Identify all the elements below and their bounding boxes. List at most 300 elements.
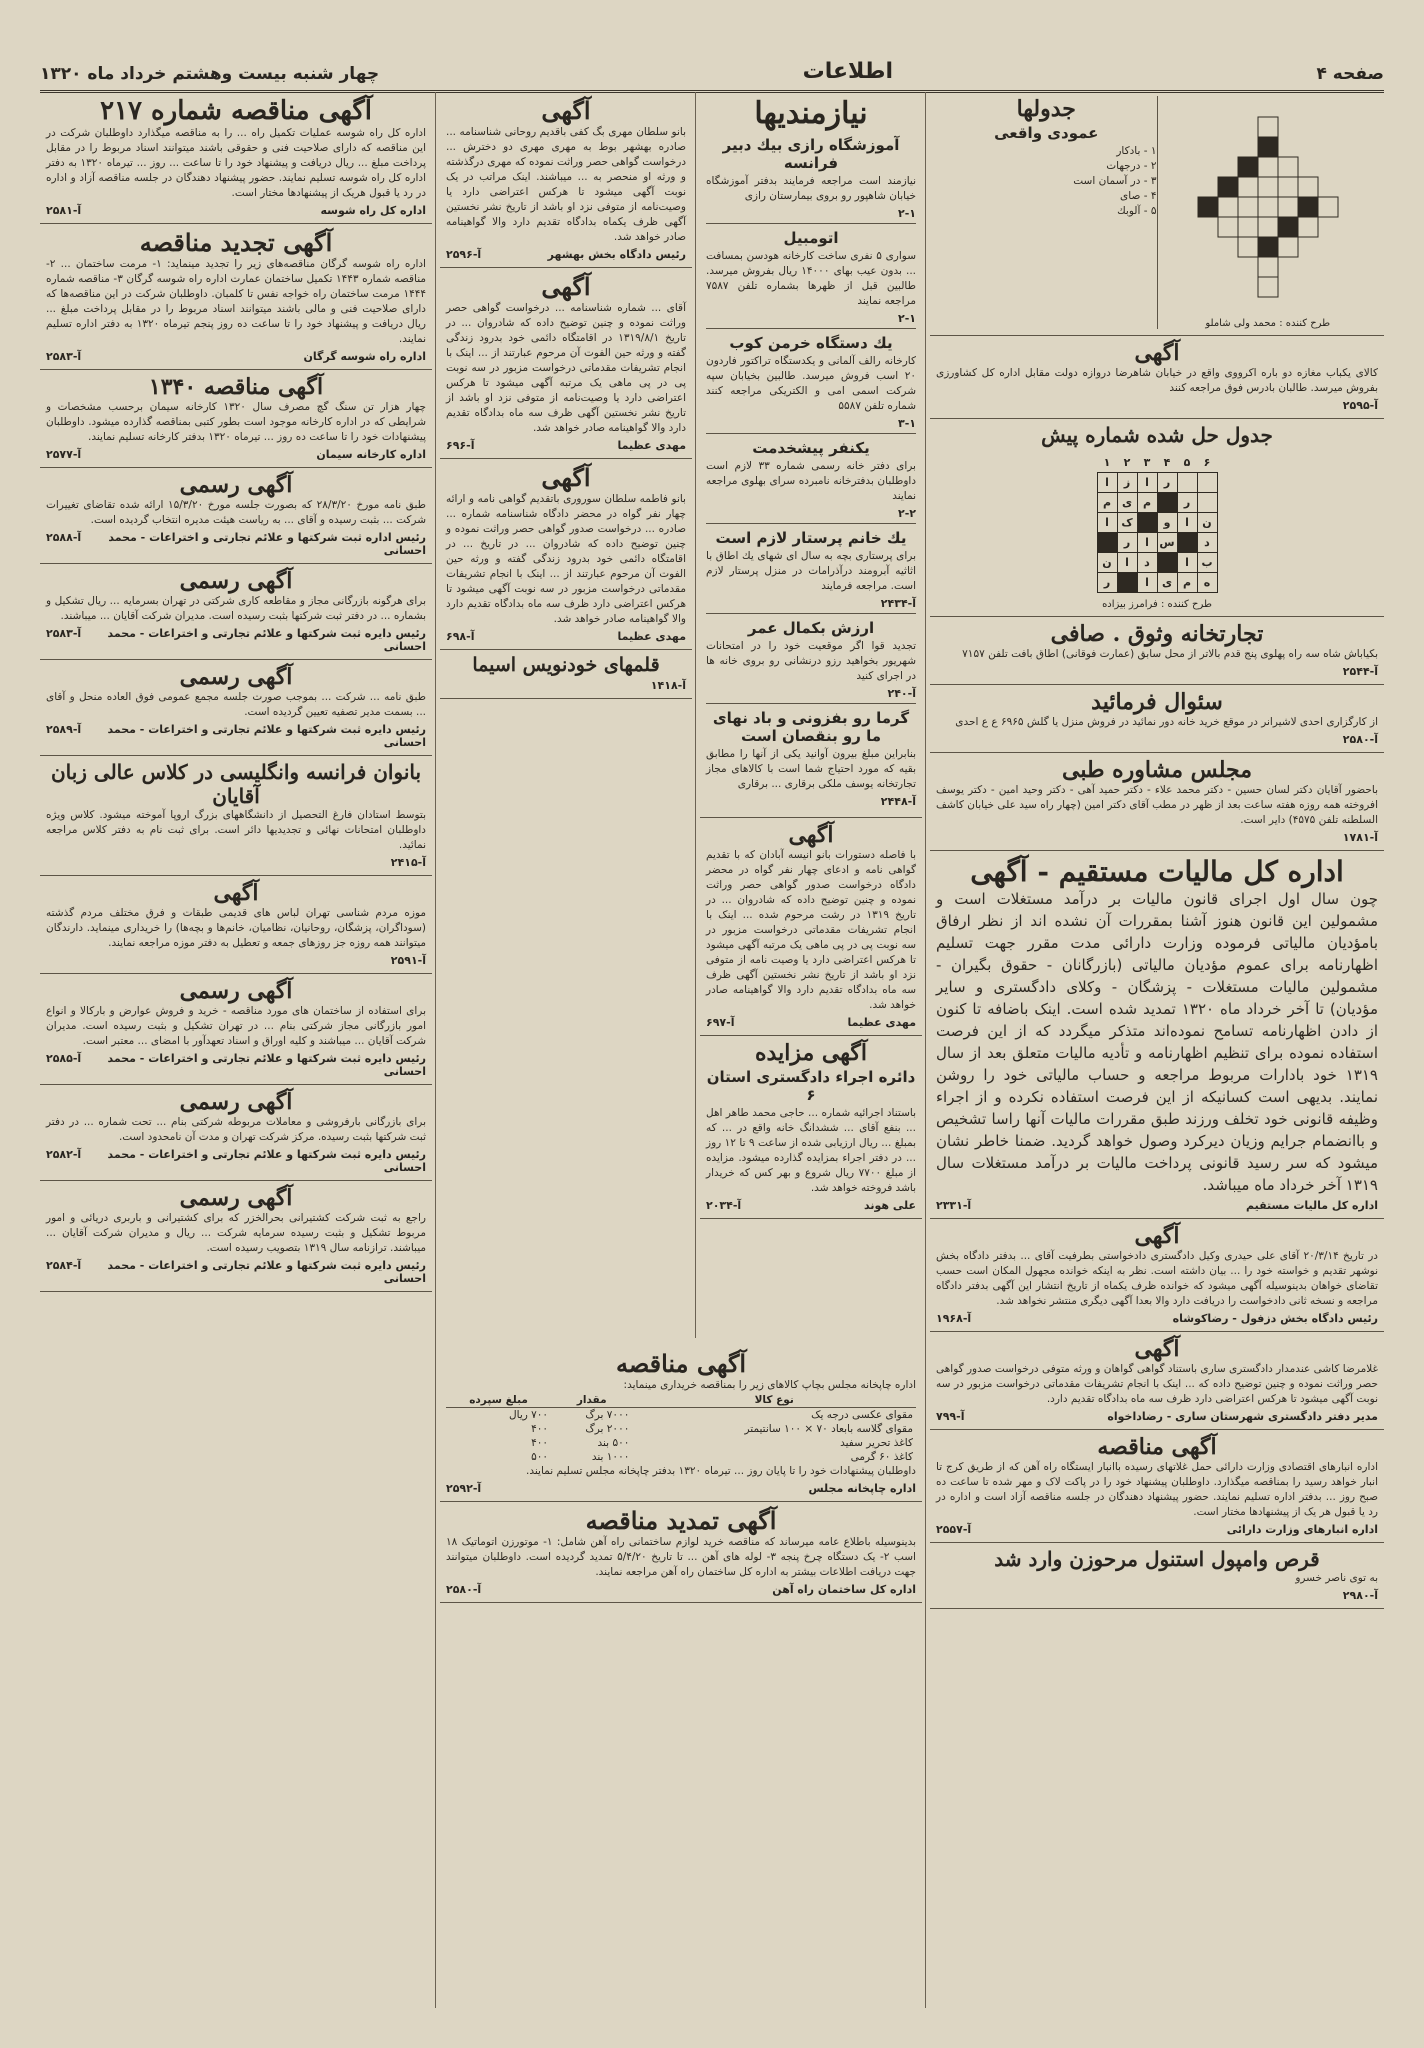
tender-extension-title: آگهی تمدید مناقصه <box>585 1506 777 1535</box>
notice-footer <box>936 1589 1378 1602</box>
crossword-diamond-grid <box>1163 102 1373 312</box>
letter-cell <box>1197 493 1217 513</box>
crossword-cell <box>1298 197 1318 217</box>
crossword-cell <box>1298 217 1318 237</box>
grid-column-number: ۶ <box>1203 456 1211 469</box>
notice-block <box>40 468 432 564</box>
crossword-cell <box>1238 237 1258 257</box>
notice-footer <box>446 1583 916 1596</box>
solved-crossword <box>930 419 1384 617</box>
notice-signature: اداره انبارهای وزارت دارائی <box>1226 1523 1378 1536</box>
notice-title: آگهی رسمی <box>179 568 293 594</box>
table-cell: ۱۰۰۰ بند <box>591 1451 630 1463</box>
notice-signature: رئیس دادگاه بخش دزفول - رضاکوشاه <box>1172 1312 1378 1325</box>
column-right <box>930 92 1384 2008</box>
notice-reference: آ-۱۷۸۱ <box>1342 831 1378 844</box>
letter-cell: ا <box>1097 473 1117 493</box>
notice-title: آگهی <box>1134 1223 1180 1249</box>
notice-reference: آ-۱۴۱۸ <box>650 679 686 692</box>
letter-cell <box>1197 473 1217 493</box>
solved-crossword-title: جدول حل شده شماره پیش <box>1041 423 1273 447</box>
letter-cell: ز <box>1117 473 1137 493</box>
notice-block <box>40 660 432 756</box>
table-header: مبلغ سپرده <box>446 1393 551 1408</box>
table-header: نوع کالا <box>632 1393 916 1408</box>
notice-signature: رئیس دایره ثبت شرکتها و علائم تجارتی و اختراعات - محمد احسانی <box>107 1148 426 1174</box>
letter-cell: م <box>1177 573 1197 593</box>
black-cell <box>1157 493 1177 513</box>
notice-signature: مهدی عظیما <box>617 439 686 452</box>
notice-footer <box>936 1199 1378 1212</box>
crossword-cell <box>1278 157 1298 177</box>
notice-signature: اداره کارخانه سیمان <box>316 448 426 461</box>
crossword-cell <box>1258 237 1278 257</box>
letter-cell: ر <box>1157 473 1177 493</box>
notice-block <box>930 1219 1384 1332</box>
notice-reference: آ-۶۹۷ <box>706 1016 735 1029</box>
crossword-cell <box>1258 277 1278 297</box>
letter-cell: ی <box>1117 493 1137 513</box>
notice-reference: آ-۱۹۶۸ <box>936 1312 972 1325</box>
notice-title: آگهی رسمی <box>179 472 293 498</box>
notice-body: طبق نامه ... شرکت ... بموجب صورت جلسه مجمع عمومی فوق العاده منحل و آقای ... بسمت مدیر تصفیه تعیین گردیده است. <box>46 691 426 718</box>
notice-signature: اداره کل مالیات مستقیم <box>1246 1199 1378 1212</box>
classified-heading: اتومبیل <box>783 229 839 247</box>
letter-cell: ی <box>1157 573 1177 593</box>
letter-cell: ن <box>1097 553 1117 573</box>
clues-heading: عمودی واقعی <box>994 124 1099 142</box>
notice-body: باحضور آقایان دکتر لسان حسین - دکتر محمد علاء - دکتر حمید آهی - دکتر وحید امین - دکتر یوسف افروخته همه روزه هفته ساعت بعد از ظهر در مطب آقای دکتر امین (چهار راه سید علی خیابان کاشف السلطنه تلفن ۴۵۷۵) دایر است. <box>936 784 1378 826</box>
notice-reference: آ-۲۰۳۴ <box>706 1199 742 1212</box>
notice-block <box>40 876 432 974</box>
notice-footer <box>446 439 686 452</box>
crossword-cell <box>1258 217 1278 237</box>
notice-reference: آ-۲۵۹۶ <box>446 248 482 261</box>
classified-heading: گرما رو بفزونی و باد نهای ما رو بنقصان است <box>712 709 910 745</box>
letter-cell: ا <box>1137 533 1157 553</box>
notice-subtitle: دائره اجراء دادگستری استان ۶ <box>706 1068 916 1104</box>
classified-ref: ۲-۱ <box>898 312 916 325</box>
table-cell: ۲۰۰۰ برگ <box>585 1423 630 1435</box>
crossword-cell <box>1218 197 1238 217</box>
table-cell: کاغذ ۶۰ گرمی <box>850 1451 913 1463</box>
notice-footer <box>936 399 1378 412</box>
notice-reference: آ-۲۵۹۱ <box>390 954 426 967</box>
notice-signature: رئیس دایره ثبت شرکتها و علائم تجارتی و اختراعات - محمد احسانی <box>107 723 426 749</box>
table-cell: ۵۰۰ بند <box>597 1437 630 1449</box>
tender-items-table <box>446 1393 916 1464</box>
crossword-cell <box>1318 197 1338 217</box>
classified-heading: یك خانم پرستار لازم است <box>715 529 907 547</box>
notice-signature: رئیس دایره ثبت شرکتها و علائم تجارتی و اختراعات - محمد احسانی <box>107 627 426 653</box>
notice-title: آگهی تجدید مناقصه <box>139 228 333 257</box>
notice-reference: آ-۲۵۸۵ <box>46 1052 82 1065</box>
black-cell <box>1117 573 1137 593</box>
notice-reference: آ-۲۵۹۵ <box>1342 399 1378 412</box>
notice-block <box>700 818 922 1036</box>
notice-block <box>930 851 1384 1219</box>
notice-block <box>930 1430 1384 1543</box>
column-center-right <box>700 92 922 1338</box>
notice-title: آگهی مناقصه ۱۳۴۰ <box>148 374 324 400</box>
notice-footer <box>46 531 426 557</box>
notice-body: برای استفاده از ساختمان های مورد مناقصه - خرید و فروش عوارض و بارکالا و انواع امور بازرگانی مجاز شرکتی بنام ... در تهران تشکیل و بثبت رسیده است. مدیران شرکت آقایان ... میباشند و کلیه اوراق و اسناد تعهدآور با امضای ... معتبر است. <box>46 1005 426 1047</box>
notice-reference: آ-۲۵۹۲ <box>446 1482 482 1495</box>
column-center-left <box>440 92 692 1338</box>
notice-reference: آ-۶۹۶ <box>446 439 475 452</box>
notice-signature: اداره چاپخانه مجلس <box>808 1482 916 1495</box>
notice-body: بکیاباش شاه سه راه پهلوی پنج قدم بالاتر از محل سابق (عمارت فوقانی) اطاق بافت تلفن ۷۱۵۷ <box>962 648 1378 660</box>
notice-title: آگهی رسمی <box>179 1089 293 1115</box>
classified-ad <box>706 523 916 613</box>
notice-block <box>440 459 692 650</box>
column-center-bottom <box>440 1345 922 2008</box>
classified-ref: ۳-۱ <box>898 417 916 430</box>
notice-block <box>930 685 1384 753</box>
tender-extension-notice <box>440 1502 922 1603</box>
letter-cell: ب <box>1197 553 1217 573</box>
notice-block <box>40 370 432 468</box>
letter-cell: م <box>1137 493 1157 513</box>
column-left <box>40 92 432 2008</box>
notice-footer <box>446 630 686 643</box>
letter-cell: ا <box>1177 553 1197 573</box>
table-header: مقدار <box>551 1393 632 1408</box>
table-cell: ۵۰۰ <box>531 1451 549 1463</box>
crossword-credit: طرح کننده : محمد ولی شاملو <box>1205 318 1331 329</box>
notice-title: آگهی <box>1134 1336 1180 1362</box>
table-row <box>446 1422 916 1436</box>
notice-body: با فاصله دستورات بانو انیسه آبادان که با تقدیم گواهی نامه و ادعای چهار نفر گواه در محضر دادگاه درخواست صدور گواهی حصر وراثت نموده و چنین توضیح داده که شادروان ... در تاریخ ۱۳۱۹ در رشت مرحوم شده ... اینک با انجام تشریفات مقدماتی درخواست مزبور در سه نوبت پی در پی ماهی یک مرتبه آگهی میشود تا هرکس اعتراضی دارد یا وصیت نامه از متوفی نزد او باشد از تاریخ نشر نخستین آگهی ظرف سه ماه بدادگاه تقدیم دارد والا گواهینامه صادر خواهد شد. <box>706 849 916 1011</box>
grid-column-number: ۱ <box>1103 456 1111 469</box>
notice-body: به توی ناصر خسرو <box>1295 1572 1378 1584</box>
notice-block <box>40 974 432 1085</box>
grid-column-number: ۲ <box>1123 456 1131 469</box>
crossword-row <box>936 96 1378 329</box>
notice-title: آگهی <box>213 880 259 906</box>
notice-block <box>40 92 432 224</box>
notice-signature: اداره کل ساختمان راه آهن <box>772 1583 916 1596</box>
notice-block <box>440 650 692 699</box>
crossword-puzzle <box>930 92 1384 336</box>
notice-body: در تاریخ ۲۰/۳/۱۴ آقای علی حیدری وکیل دادگستری دادخواستی بطرفیت آقای ... بدفتر دادگاه بخش نوشهر تقدیم و خواسته خود را ... بیان داشته است. نظر به اینکه خوانده مجهول المکان است حسب تقاضای خواهان بدینوسیله آگهی میشود که خوانده ظرف یکماه از تاریخ انتشار این آگهی بدفتر دادگاه مراجعه و نسخه ثانی دادخواست را دریافت دارد والا بعدا آگهی دیگری منتشر نخواهد شد. <box>936 1250 1378 1307</box>
classified-heading: یك دستگاه خرمن کوب <box>729 334 893 352</box>
issue-date: چهار شنبه بیست وهشتم خرداد ماه ۱۳۲۰ <box>40 64 380 84</box>
notice-footer <box>46 204 426 217</box>
newspaper-name: اطلاعات <box>802 59 893 84</box>
notice-block <box>40 224 432 370</box>
notice-block <box>700 1036 922 1219</box>
table-cell: ۴۰۰ <box>531 1437 549 1449</box>
table-cell: ۷۰۰ ریال <box>508 1409 549 1421</box>
notice-signature: رئیس دایره ثبت شرکتها و علائم تجارتی و اختراعات - محمد احسانی <box>107 1259 426 1285</box>
column-divider <box>695 92 696 1338</box>
notice-footer <box>706 1016 916 1029</box>
notice-footer <box>46 954 426 967</box>
notice-body: باستناد اجرائیه شماره ... حاجی محمد طاهر اهل ... بنفع آقای ... ششدانگ خانه واقع در ... که بمبلغ ... ریال ارزیابی شده از ساعت ۹ تا ۱۲ روز ... در دفتر اجراء بمزایده گذارده میشود. مزایده از مبلغ ۷۷۰۰ ریال شروع و بهر کس که خریدار باشد فروخته خواهد شد. <box>706 1107 916 1194</box>
tender-title: آگهی مناقصه <box>615 1349 747 1378</box>
notice-signature: اداره کل راه شوسه <box>320 204 426 217</box>
classified-text: نیازمند است مراجعه فرمایند بدفتر آموزشگاه خیابان شاهپور رو بروی بیمارستان رازی <box>706 175 916 202</box>
notice-title: آگهی مناقصه <box>1097 1434 1217 1460</box>
notice-title: آگهی <box>541 272 591 301</box>
tender-notice <box>440 1345 922 1502</box>
notice-title: آگهی مزایده <box>755 1040 867 1066</box>
classified-text: سواری ۵ نفری ساخت کارخانه هودسن بمسافت ... بدون عیب بهای ۱۴۰۰۰ ریال بفروش میرسد. طالبین قبل از ظهرها بشماره تلفن ۷۵۸۷ مراجعه نمایند <box>706 250 916 307</box>
letter-cell: ا <box>1137 473 1157 493</box>
notice-block <box>930 1332 1384 1430</box>
column-divider <box>435 92 436 2008</box>
notice-reference: آ-۲۹۸۰ <box>1342 1589 1378 1602</box>
notice-body: موزه مردم شناسی تهران لباس های قدیمی طبقات و فرق مختلف مردم گذشته (سوداگران، پزشگان، روحانیان، نظامیان، خانم‌ها و بچه‌ها) را خریداری مینماید. دارندگان میتوانند همه روزه جز روزهای جمعه و تعطیل به دفتر موزه مراجعه نمایند. <box>46 907 426 949</box>
crossword-cell <box>1278 217 1298 237</box>
notice-reference: آ-۷۹۹ <box>936 1410 965 1423</box>
table-cell: کاغذ تحریر سفید <box>840 1437 913 1449</box>
notice-footer <box>46 856 426 869</box>
notice-reference: آ-۲۵۸۲ <box>46 1148 82 1161</box>
tender-note: داوطلبان پیشنهادات خود را تا پایان روز ... تیرماه ۱۳۲۰ بدفتر چاپخانه مجلس تسلیم نمایند. <box>526 1465 916 1477</box>
notice-block <box>40 756 432 876</box>
letter-cell: ا <box>1097 513 1117 533</box>
notice-footer <box>46 350 426 363</box>
notice-title: سئوال فرمائید <box>1091 689 1223 715</box>
notice-signature: اداره راه شوسه گرگان <box>303 350 426 363</box>
classified-heading: آموزشگاه رازی بیك دبیر فرانسه <box>722 136 900 172</box>
crossword-cell <box>1238 157 1258 177</box>
notice-title: تجارتخانه وثوق . صافی <box>1050 621 1264 647</box>
classified-ref: آ-۲۴۰ <box>887 687 916 700</box>
classifieds-title: نیازمندیها <box>754 96 868 131</box>
letter-cell: ر <box>1097 573 1117 593</box>
clue-item: ۴ - صای <box>1120 190 1157 202</box>
crossword-cell <box>1258 257 1278 277</box>
notice-body: غلامرضا کاشی عندمدار دادگستری ساری باستناد گواهی گواهان و ورثه متوفی درخواست صدور گواهی حصر وراثت نموده و چنین توضیح داده که ... اینک با انجام تشریفات مقدماتی درخواست مزبور در سه نوبت آگهی میشود تا هرکس اعتراضی دارد ظرف سه ماه بدادگاه تقدیم دارد. <box>936 1363 1378 1405</box>
notice-reference: آ-۲۵۸۳ <box>46 350 82 363</box>
grid-column-number: ۵ <box>1183 456 1191 469</box>
notice-footer <box>936 1312 1378 1325</box>
notice-reference: آ-۲۵۷۷ <box>46 448 82 461</box>
letter-cell: ن <box>1197 513 1217 533</box>
notice-block <box>40 1085 432 1181</box>
notice-reference: آ-۲۵۸۸ <box>46 531 82 544</box>
notice-title: آگهی <box>541 96 591 125</box>
notice-body: اداره انبارهای اقتصادی وزارت دارائی حمل غلاتهای رسیده باانبار ایستگاه راه آهن که از طریق کرج تا انبار خواهد رسید را بمناقصه میگذارد. داوطلبان پیشنهاد خود را در پاکت لاک و مهر شده تا ساعت ده صبح روز ... بدفتر اداره تسلیم نمایند. حضور پیشنهاد دهندگان در جلسه مناقصه آزاد است و اداره در رد یا قبول هر یک از پیشنهادها مختار است. <box>936 1461 1378 1518</box>
notice-block <box>40 1181 432 1292</box>
black-cell <box>1157 553 1177 573</box>
notice-body: طبق نامه مورخ ۲۸/۳/۲۰ که بصورت جلسه مورخ ۱۵/۳/۲۰ ارائه شده تقاضای تغییرات شرکت ... بثبت رسیده و آقای ... به ریاست هیئت مدیره انتخاب گردیده است. <box>46 499 426 526</box>
classified-text: تجدید قوا اگر موقعیت خود را در امتحانات شهریور بخواهید رزو درنشانی رو بروی خانه ها در اجرای کنید <box>706 640 916 682</box>
table-cell: مقوای عکسی درجه یک <box>811 1409 913 1421</box>
crossword-cell <box>1298 177 1318 197</box>
page-number: صفحه ۴ <box>1316 64 1384 84</box>
notice-footer <box>46 448 426 461</box>
letter-cell: س <box>1157 533 1177 553</box>
notice-body: از کارگزاری احدی لاشیرانر در موقع خرید خانه دور نمائید در فروش منزل یا گلش ۶۹۶۵ ع ع احدی <box>955 716 1378 728</box>
notice-footer <box>46 627 426 653</box>
notice-body: چون سال اول اجرای قانون مالیات بر درآمد مستغلات است و مشمولین این قانون هنوز آشنا بمقررات آن نشده اند از نظر ارفاق بامؤدیان مالیاتی فرموده وزارت دارائی مدت مقرر جهت تسلیم اظهارنامه برای عموم مؤدیان مالیاتی (بازرگانان - حقوق بگیران - مشمولین مالیات مستغلات - پزشگان - وکلای دادگستری و سایر مؤدیان) تا آخر خرداد ماه ۱۳۲۰ تمدید شده است. اینک باضافه تا کنون از دادن اظهارنامه تسامح نموده‌اند متذکر میگردد که از این فرصت استفاده نموده برای تنظیم اظهارنامه و تأدیه مالیات متعلق بعد از سال ۱۳۱۹ خود بادارات مربوط مراجعه و حساب مالیاتی خود را روشن نمایند. بدیهی است کسانیکه از این فرصت استفاده نکرده و از اجراء وظیفه قانونی خود تخلف ورزند طبق مقررات مالیات آنها راسا تشخیص و باانضمام جرایم وزیان دیرکرد وصول خواهد گردید. ضمنا خاطر نشان میشود که سر رسید قانونی پرداخت مالیات بر درآمد مستغلات سال ۱۳۱۹ آخر خرداد ماه میباشد. <box>936 890 1378 1194</box>
notice-title: آگهی مناقصه شماره ۲۱۷ <box>100 96 372 126</box>
crossword-cell <box>1258 197 1278 217</box>
notice-body: کالای یکباب مغازه دو باره اکرووی واقع در خیابان شاهرضا دروازه دولت مقابل اداره کل کشاورزی بفروش میرسد. طالبان بادرس فوق مراجعه کنند <box>936 367 1378 394</box>
classified-text: برای دفتر خانه رسمی شماره ۳۳ لازم است داوطلبان بدفترخانه نامبرده سرای بهلوی مراجعه نمایند <box>706 460 916 502</box>
notice-title: بانوان فرانسه وانگلیسی در کلاس عالی زبان آقایان <box>50 760 422 808</box>
notice-reference: آ-۲۵۸۴ <box>46 1259 82 1272</box>
letter-cell: م <box>1097 493 1117 513</box>
table-row <box>446 1436 916 1450</box>
notice-block <box>930 1543 1384 1609</box>
classified-heading: یکنفر پیشخدمت <box>752 439 870 457</box>
notice-footer <box>936 1410 1378 1423</box>
notice-footer <box>446 248 686 261</box>
letter-cell: ا <box>1177 513 1197 533</box>
clue-item: ۱ - بادکار <box>1116 145 1157 157</box>
crossword-cell <box>1238 217 1258 237</box>
notice-block <box>930 617 1384 685</box>
notice-block <box>930 336 1384 419</box>
grid-column-number: ۴ <box>1163 456 1171 469</box>
notice-body: بتوسط استادان فارغ التحصیل از دانشگاههای بزرگ اروپا آموخته میشود. کلاس ویژه داوطلبان امتحانات نهائی و تجدیدیها دائر است. برای ثبت نام به دفتر کلاس مراجعه نمائید. <box>46 809 426 851</box>
table-row <box>446 1408 916 1423</box>
notice-signature: رئیس اداره ثبت شرکتها و علائم تجارتی و اختراعات - محمد احسانی <box>108 531 426 557</box>
letter-cell <box>1177 473 1197 493</box>
crossword-cell <box>1238 177 1258 197</box>
notice-reference: آ-۲۵۴۴ <box>1342 665 1378 678</box>
notice-block <box>930 753 1384 851</box>
classified-ad <box>706 131 916 223</box>
clue-item: ۲ - درجهات <box>1106 160 1157 172</box>
notice-footer <box>936 665 1378 678</box>
notice-reference: آ-۲۳۳۱ <box>936 1199 972 1212</box>
classified-ref: ۲-۱ <box>898 207 916 220</box>
notice-signature: مهدی عظیما <box>617 630 686 643</box>
notice-body: آقای ... شماره شناسنامه ... درخواست گواهی حصر وراثت نموده و چنین توضیح داده که شادروان ... در تاریخ ۱۳۱۹/۸/۱ در اقامتگاه دائمی خود بدرود زندگی گفته و ورثه حین الفوت آن مرحوم عبارتند از ... اینک با انجام تشریفات مقدماتی درخواست مزبور در سه نوبت پی در پی ماهی یک مرتبه آگهی میشود تا هرکس اعتراضی دارد یا وصیت‌نامه از متوفی نزد او باشد از تاریخ نشر نخستین آگهی ظرف سه ماه بدادگاه تقدیم دارد والا گواهینامه صادر خواهد شد. <box>446 302 687 434</box>
black-cell <box>1137 513 1157 533</box>
letter-cell: ر <box>1117 533 1137 553</box>
notice-footer <box>46 1052 426 1078</box>
notice-body: بانو سلطان مهری بگ کفی باقدیم روحانی شناسنامه ... صادره بهشهر بوط به مهری مهری دو دخترش ... درخواست گواهی حصر وراثت نموده که مهری درگذشته و ورثه او منحصر به ... میباشند. اینک مراتب در یک نوبت آگهی میشود تا هرکس اعتراضی دارد یا وصیت‌نامه از متوفی نزد او باشد از تاریخ نشر نخستین آگهی ظرف یکماه بدادگاه تقدیم دارد والا گواهینامه صادر خواهد شد. <box>446 126 686 243</box>
classified-heading: ارزش بکمال عمر <box>747 619 875 637</box>
notice-body: اداره کل راه شوسه عملیات تکمیل راه ... را به مناقصه میگذارد داوطلبان شرکت در این مناقصه که دارای صلاحیت فنی و حقوقی باشند میتوانند اسناد مربوط را در مقابل پرداخت مبلغ ... ریال دریافت و پیشنهاد خود را تا ساعت ... روز ... تیرماه ۱۳۲۰ به دفتر اداره کل راه شوسه تسلیم نمایند. حضور پیشنهاد دهندگان در جلسه مناقصه آزاد و اداره در رد یا قبول هریک از پیشنهادها مختار است. <box>46 127 426 199</box>
notice-body: برای بازرگانی بارفروشی و معاملات مربوطه شرکتی بنام ... تحت شماره ... در دفتر ثبت شرکتها بثبت رسیده. مرکز شرکت تهران و مدت آن نامحدود است. <box>46 1116 426 1143</box>
table-cell: ۴۰۰ <box>531 1423 549 1435</box>
classified-ad <box>706 613 916 703</box>
notice-title: قلمهای خودنویس اسیما <box>472 654 660 676</box>
table-row <box>446 1450 916 1464</box>
grid-column-number: ۳ <box>1143 456 1151 469</box>
notice-footer <box>936 1523 1378 1536</box>
classified-text: بنابراین مبلغ بیرون آوانید یکی از آنها را مطابق بقیه که مورد احتیاج شما است با کالاهای مجاز تجارتخانه یوسف ملکی برقاری ... برقاری <box>706 748 916 790</box>
classified-ref: آ-۲۴۴۸ <box>880 795 916 808</box>
crossword-cell <box>1258 117 1278 137</box>
page-header <box>40 52 1384 93</box>
tender-extension-body: بدینوسیله باطلاع عامه میرساند که مناقصه خرید لوازم ساختمانی راه آهن شامل: ۱- موتورزن اتوماتیک ۱۸ اسب ۲- یک دستگاه چرخ پنجه ۳- لوله های آهن ... تا تاریخ ۵/۴/۲۰ تمدید گردیده است. داوطلبان میتوانند جهت دریافت اطلاعات بیشتر به اداره کل ساختمان راه آهن مراجعه نمایند. <box>446 1536 917 1578</box>
crossword-cell <box>1218 217 1238 237</box>
notice-title: آگهی رسمی <box>179 978 293 1004</box>
notice-body: راجع به ثبت شرکت کشتیرانی بحرالخزر که برای کشتیرانی و باربری دریائی و امور مربوط تشکیل و بثبت رسیده سرمایه شرکت ... ریال و مدیران شرکت آقایان ... میباشند. ترازنامه سال ۱۳۱۹ بتصویب رسیده است. <box>46 1212 426 1254</box>
notice-block <box>40 564 432 660</box>
crossword-title: جدولها <box>1016 96 1076 122</box>
letter-cell: ه <box>1197 573 1217 593</box>
notice-title: قرص وامپول استنول مرحوزن وارد شد <box>994 1547 1320 1571</box>
notice-reference: آ-۲۵۸۹ <box>46 723 82 736</box>
crossword-credit: طرح کننده : فرامرز بیزاده <box>1102 599 1212 610</box>
table-cell: ۷۰۰۰ برگ <box>585 1409 630 1421</box>
notice-footer <box>446 679 686 692</box>
notice-title: آگهی <box>788 822 834 848</box>
crossword-cell <box>1258 177 1278 197</box>
table-cell: مقوای گلاسه بابعاد ۷۰ × ۱۰۰ سانتیمتر <box>744 1423 913 1435</box>
black-cell <box>1097 533 1117 553</box>
notice-footer <box>46 1148 426 1174</box>
black-cell <box>1177 533 1197 553</box>
classified-ad <box>706 223 916 328</box>
crossword-cell <box>1278 237 1298 257</box>
notice-block <box>440 92 692 268</box>
notice-reference: آ-۲۵۸۱ <box>46 204 82 217</box>
notice-signature: مدیر دفتر دادگستری شهرستان ساری - رضاداخواه <box>1107 1410 1378 1423</box>
crossword-clues <box>936 96 1158 329</box>
notice-block <box>440 268 692 459</box>
notice-reference: آ-۲۴۱۵ <box>390 856 426 869</box>
crossword-cell <box>1238 197 1258 217</box>
notice-footer <box>706 1199 916 1212</box>
crossword-cell <box>1258 157 1278 177</box>
notice-title: آگهی <box>1134 340 1180 366</box>
solved-crossword-grid <box>1097 453 1218 593</box>
classifieds-block <box>700 92 922 818</box>
notice-footer <box>46 723 426 749</box>
notice-signature: رئیس دایره ثبت شرکتها و علائم تجارتی و اختراعات - محمد احسانی <box>107 1052 426 1078</box>
notice-title: آگهی رسمی <box>179 1185 293 1211</box>
notice-reference: آ-۲۵۸۰ <box>446 1583 482 1596</box>
crossword-cell <box>1278 177 1298 197</box>
letter-cell: ا <box>1117 553 1137 573</box>
crossword-cell <box>1218 177 1238 197</box>
letter-cell: ا <box>1137 573 1157 593</box>
classified-ad <box>706 433 916 523</box>
clue-item: ۵ - آلوبك <box>1117 205 1157 217</box>
notice-signature: علی هوند <box>864 1199 916 1212</box>
notice-footer <box>936 733 1378 746</box>
notice-signature: مهدی عظیما <box>847 1016 916 1029</box>
classified-ref: آ-۲۴۳۴ <box>880 597 916 610</box>
notice-title: اداره کل مالیات مستقیم - آگهی <box>970 855 1344 888</box>
letter-cell: و <box>1157 513 1177 533</box>
notice-title: مجلس مشاوره طبی <box>1061 757 1252 783</box>
classified-ad <box>706 703 916 811</box>
tender-intro: اداره چاپخانه مجلس بچاپ کالاهای زیر را بمناقصه خریداری مینماید: <box>623 1379 916 1391</box>
classified-text: کارخانه رالف آلمانی و یکدستگاه تراکتور فاردون ۲۰ اسب فروش میرسد. طالبین بخیابان سپه شرکت اسمی امی و الکتریکی مراجعه کنند شماره تلفن ۵۵۸۷ <box>706 355 916 412</box>
notice-footer <box>46 1259 426 1285</box>
crossword-cell <box>1198 197 1218 217</box>
notice-signature: رئیس دادگاه بخش بهشهر <box>547 248 686 261</box>
notice-body: اداره راه شوسه گرگان مناقصه‌های زیر را تجدید مینماید: ۱- مرمت ساختمان ... ۲- مناقصه شماره ۱۴۴۳ تکمیل ساختمان عمارت اداره راه شوسه گرگان ۳- مناقصه شماره ۱۴۴۴ مرمت ساختمان راه خواجه نفس تا کلمبان. داوطلبان شرکت در این مناقصه‌ها که دارای صلاحیت فنی و مالی باشند میتوانند اسناد مربوط را در مقابل پرداخت مبلغ ... ریال دریافت و پیشنهاد خود را تا ساعت ده روز پنجم تیرماه ۱۳۲۰ به دفتر اداره تسلیم نمایند. <box>46 258 426 345</box>
notice-body: چهار هزار تن سنگ گچ مصرف سال ۱۳۲۰ کارخانه سیمان برحسب مشخصات و شرایطی که در اداره کارخانه موجود است بطور کتبی بمناقصه گذارده میشود. داوطلبان پیشنهادات خود را تا ساعت ده روز ... تیرماه ۱۳۲۰ بدفتر کارخانه تسلیم نمایند. <box>46 401 426 443</box>
crossword-cell <box>1258 137 1278 157</box>
notice-title: آگهی <box>541 463 591 492</box>
letter-cell: ر <box>1177 493 1197 513</box>
notice-footer <box>936 831 1378 844</box>
notice-reference: آ-۲۵۵۷ <box>936 1523 972 1536</box>
notice-reference: آ-۶۹۸ <box>446 630 475 643</box>
crossword-figure <box>1158 96 1379 329</box>
notice-reference: آ-۲۵۸۰ <box>1342 733 1378 746</box>
clue-item: ۳ - در آسمان است <box>1073 175 1157 187</box>
notice-footer <box>446 1482 916 1495</box>
crossword-cell <box>1278 197 1298 217</box>
notice-reference: آ-۲۵۸۳ <box>46 627 82 640</box>
classified-text: برای پرستاری بچه به سال ای شهای یك اطاق با اثاثیه آبرومند درآذرامات در منزل پرستار لازم است. مراجعه فرمایند <box>706 550 916 592</box>
